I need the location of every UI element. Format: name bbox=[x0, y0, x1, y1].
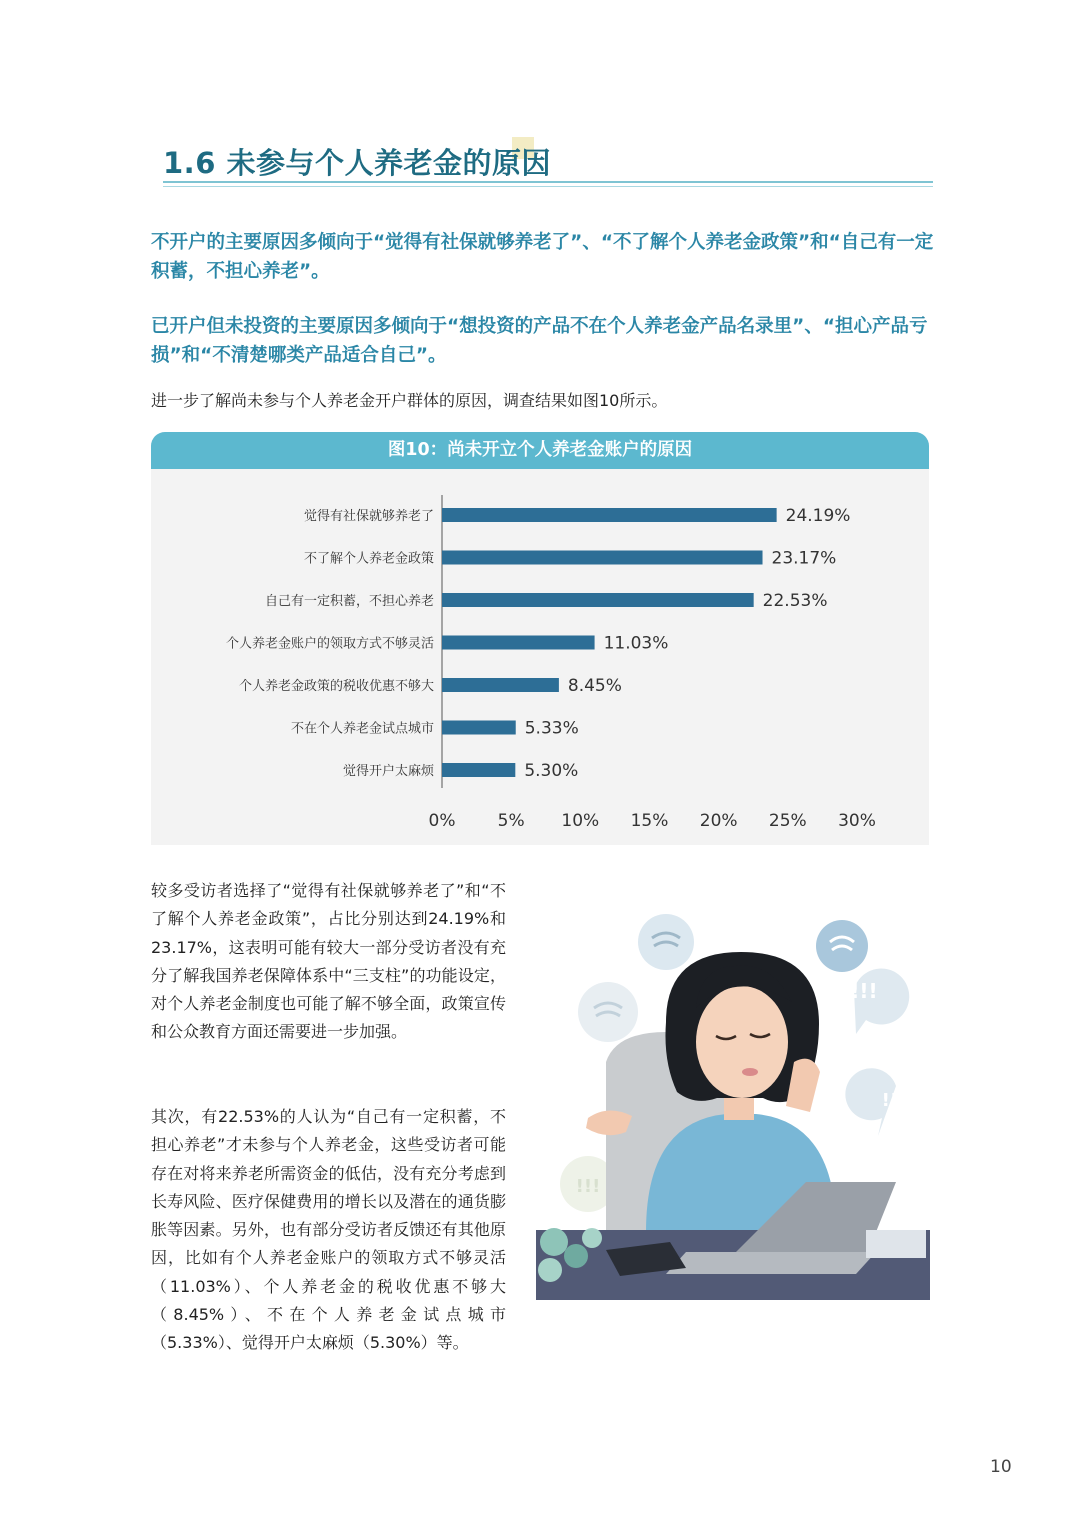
mouth bbox=[742, 1068, 758, 1076]
laptop-base bbox=[666, 1252, 876, 1274]
category-label: 觉得有社保就够养老了 bbox=[303, 509, 434, 524]
bar bbox=[442, 721, 516, 735]
value-label: 24.19% bbox=[785, 506, 851, 526]
body-paragraph: 其次，有22.53%的人认为“自己有一定积蓄，不担心养老”才未参与个人养老金，这些受访者可能存在对将来养老所需资金的低估，没有充分考虑到长寿风险、医疗保健费用的增长以及潜在的通货膨胀等因素。另外，也有部分受访者反馈还有其他原因，比如有个人养老金账户的领取方式不够灵活（11.03%）、个人养老金的税收优惠不够大（8.45%）、不在个人养老金试点城市（5.33%）、觉得开户太麻烦（5.30%）等。 bbox=[151, 1107, 506, 1353]
value-label: 23.17% bbox=[771, 548, 837, 569]
category-label: 个人养老金账户的领取方式不够灵活 bbox=[225, 636, 434, 652]
intro-paragraph: 进一步了解尚未参与个人养老金开户群体的原因，调查结果如图10所示。 bbox=[151, 391, 668, 410]
open-hand bbox=[586, 1110, 632, 1135]
x-tick-label: 25% bbox=[768, 811, 807, 831]
value-label: 5.33% bbox=[524, 718, 579, 739]
plant-leaf bbox=[564, 1244, 588, 1268]
x-tick-label: 30% bbox=[838, 811, 876, 831]
bar bbox=[442, 763, 515, 777]
page-title: 1.6 未参与个人养老金的原因 bbox=[163, 146, 551, 180]
plant-leaf bbox=[540, 1228, 568, 1256]
category-label: 不了解个人养老金政策 bbox=[303, 551, 434, 567]
title-divider bbox=[163, 181, 933, 183]
highlight-paragraph: 不开户的主要原因多倾向于“觉得有社保就够养老了”、“不了解个人养老金政策”和“自己有一定积蓄，不担心养老”。 bbox=[151, 232, 934, 282]
bar bbox=[442, 636, 595, 650]
x-tick-label: 15% bbox=[630, 811, 669, 831]
bar bbox=[442, 593, 754, 607]
category-label: 觉得开户太麻烦 bbox=[342, 764, 434, 779]
title-divider-thin bbox=[163, 186, 933, 187]
bar bbox=[442, 678, 559, 692]
x-tick-label: 0% bbox=[428, 811, 456, 831]
plant-leaf bbox=[582, 1228, 602, 1248]
highlight-paragraph: 已开户但未投资的主要原因多倾向于“想投资的产品不在个人养老金产品名录里”、“担心产品亏损”和“不清楚哪类产品适合自己”。 bbox=[151, 316, 928, 366]
plant-leaf bbox=[538, 1258, 562, 1282]
value-label: 11.03% bbox=[603, 633, 669, 654]
category-label: 自己有一定积蓄，不担心养老 bbox=[264, 594, 434, 609]
stressed-woman-illustration bbox=[536, 912, 930, 1300]
value-label: 8.45% bbox=[567, 676, 622, 696]
bar bbox=[442, 508, 777, 522]
face bbox=[696, 986, 788, 1098]
x-tick-label: 5% bbox=[497, 811, 525, 831]
x-tick-label: 20% bbox=[699, 811, 738, 831]
category-label: 不在个人养老金试点城市 bbox=[290, 721, 434, 737]
speech-bubble-text: !!! bbox=[881, 1090, 907, 1111]
value-label: 5.30% bbox=[524, 761, 579, 781]
chart-panel bbox=[151, 432, 929, 845]
papers bbox=[866, 1230, 926, 1258]
bar-chart bbox=[151, 469, 929, 845]
page-number: 10 bbox=[990, 1457, 1012, 1477]
bar bbox=[442, 551, 763, 565]
value-label: 22.53% bbox=[762, 591, 828, 611]
chart-title: 图10：尚未开立个人养老金账户的原因 bbox=[151, 432, 929, 469]
body-paragraph: 较多受访者选择了“觉得有社保就够养老了”和“不了解个人养老金政策”，占比分别达到24.19%和23.17%，这表明可能有较大一部分受访者没有充分了解我国养老保障体系中“三支柱”的功能设定，对个人养老金制度也可能了解不够全面，政策宣传和公众教育方面还需要进一步加强。 bbox=[151, 881, 506, 1042]
x-tick-label: 10% bbox=[561, 811, 600, 831]
speech-bubble-text: !!! bbox=[575, 1176, 601, 1197]
speech-bubble-text: !!! bbox=[850, 979, 878, 1003]
category-label: 个人养老金政策的税收优惠不够大 bbox=[238, 679, 434, 694]
